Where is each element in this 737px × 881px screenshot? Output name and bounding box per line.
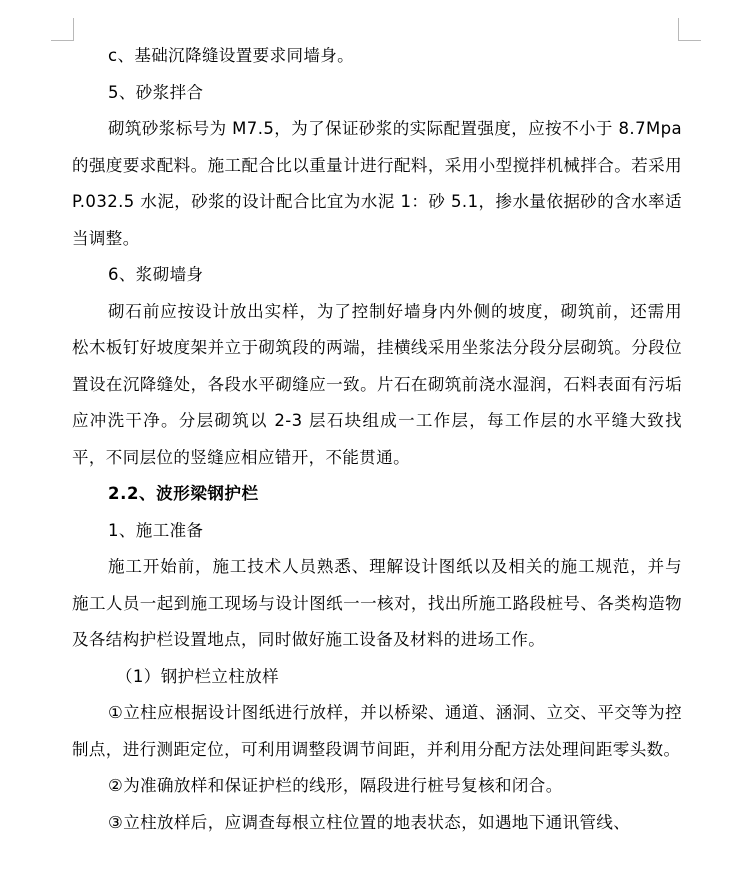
subheading-post-layout: （1）钢护栏立柱放样 [116, 666, 279, 686]
paragraph-preparation: 施工开始前，施工技术人员熟悉、理解设计图纸以及相关的施工规范，并与施工人员一起到施工现场与设计图纸一一核对，找出所施工路段桩号、各类构造物及各结构护栏设置地点，同时做好施工设备及材料的进场工作。 [72, 557, 682, 649]
paragraph-mortar-mixing: 砌筑砂浆标号为 M7.5，为了保证砂浆的实际配置强度，应按不小于 8.7Mpa 的强度要求配料。施工配合比以重量计进行配料，采用小型搅拌机械拌合。若采用 P.032.5 水泥，砂浆的设计配合比宜为水泥 1：砂 5.1，掺水量依据砂的含水率适当调整。 [72, 119, 682, 248]
paragraph-post-layout-2: ②为准确放样和保证护栏的线形，隔段进行桩号复核和闭合。 [108, 776, 563, 795]
document-body [72, 38, 682, 841]
section-heading-guardrail: 2.2、波形梁钢护栏 [108, 484, 259, 503]
subheading-preparation: 1、施工准备 [108, 520, 204, 540]
subheading-mortar-mixing: 5、砂浆拌合 [108, 82, 204, 102]
paragraph-post-layout-3: ③立柱放样后，应调查每根立柱位置的地表状态，如遇地下通讯管线、 [108, 812, 631, 832]
margin-corner-mark-left [51, 18, 74, 41]
subheading-masonry-wall: 6、浆砌墙身 [108, 265, 204, 284]
paragraph-settlement-joint: c、基础沉降缝设置要求同墙身。 [108, 46, 355, 65]
paragraph-post-layout-1: ①立柱应根据设计图纸进行放样，并以桥梁、通道、涵洞、立交、平交等为控制点，进行测距定位，可利用调整段调节间距，并利用分配方法处理间距零头数。 [72, 703, 682, 759]
paragraph-masonry-wall: 砌石前应按设计放出实样，为了控制好墙身内外侧的坡度，砌筑前，还需用松木板钉好坡度架并立于砌筑段的两端，挂横线采用坐浆法分段分层砌筑。分段位置设在沉降缝处，各段水平砌缝应一致。片石在砌筑前浇水湿润，石料表面有污垢应冲洗干净。分层砌筑以 2-3 层石块组成一工作层，每工作层的水平缝大致找平，不同层位的竖缝应相应错开，不能贯通。 [72, 301, 682, 467]
